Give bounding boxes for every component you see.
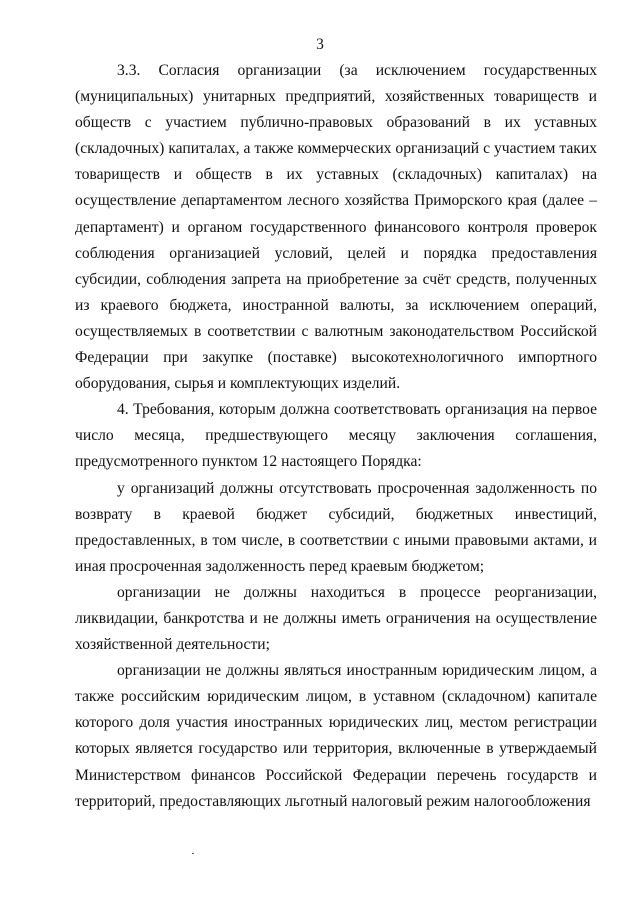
document-body: [75, 58, 597, 815]
scan-speck: [192, 853, 194, 854]
paragraph-no-overdue-debt: у организаций должны отсутствовать просроченная задолженность по возврату в краевой бюджет субсидий, бюджетных инвестиций, предоставленных, в том числе, в соответствии с иными правовыми актами, и иная просроченная задолженность перед краевым бюджетом;: [75, 479, 597, 575]
paragraph-no-reorganization: организации не должны находиться в процессе реорганизации, ликвидации, банкротства и не должны иметь ограничения на осуществление хозяйственной деятельности;: [75, 583, 597, 654]
page-number: 3: [316, 36, 324, 53]
paragraph-not-foreign-entity: организации не должны являться иностранным юридическим лицом, а также российским юридическим лицом, в уставном (складочном) капитале которого доля участия иностранных юридических лиц, местом регистрации которых является государство или территория, включенные в утверждаемый Министерством финансов Российской Федерации перечень государств и территорий, предоставляющих льготный налоговый режим налогообложения: [75, 662, 597, 810]
paragraph-3-3-consent: 3.3. Согласия организации (за исключением государственных (муниципальных) унитарных предприятий, хозяйственных товариществ и обществ с участием публично-правовых образований в их уставных (складочных) капиталах, а также коммерческих организаций с участием таких товариществ и обществ в их уставных (складочных) капиталах) на осуществление департаментом лесного хозяйства Приморского края (далее – департамент) и органом государственного финансового контроля проверок соблюдения организацией условий, целей и порядка предоставления субсидии, соблюдения запрета на приобретение за счёт средств, полученных из краевого бюджета, иностранной валюты, за исключением операций, осуществляемых в соответствии с валютным законодательством Российской Федерации при закупке (поставке) высокотехнологичного импортного оборудования, сырья и комплектующих изделий.: [75, 62, 597, 393]
paragraph-4-requirements: 4. Требования, которым должна соответствовать организация на первое число месяца, предшествующего месяцу заключения соглашения, предусмотренного пунктом 12 настоящего Порядка:: [75, 401, 597, 471]
